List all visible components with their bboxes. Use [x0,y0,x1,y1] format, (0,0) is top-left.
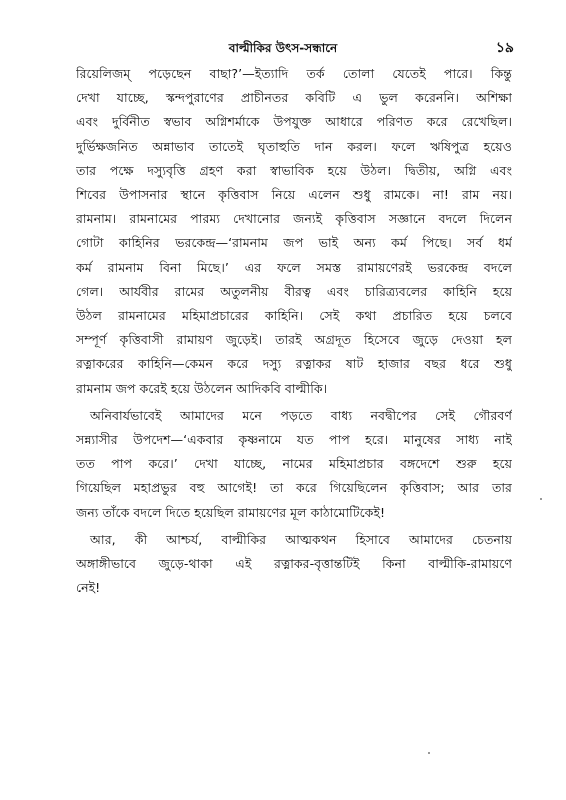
scan-speck [540,498,542,500]
text-line: এবং দুর্বিনীত স্বভাব অগ্নিশর্মাকে উপযুক্ত আধারে পরিণত করে রেখেছিল। [76,114,512,130]
text-line: শিবের উপাসনার স্থানে কৃত্তিবাস নিয়ে এলেন শুধু রামকে। না! রাম নয়। [76,187,512,203]
paragraph-2 [76,404,512,525]
running-title: বাল্মীকির উৎস-সন্ধানে [228,41,338,55]
text-line: রিয়েলিজম্ পড়েছেন বাছা?’—ইত্যাদি তর্ক তোলা যেতেই পারে। কিন্তু [76,66,512,81]
page-number: ১৯ [495,40,514,56]
text-line: নেই! [76,580,101,596]
text-line: গিয়েছিল মহাপ্রভুর বহু আগেই! তা করে গিয়েছিলেন কৃত্তিবাস; আর তার [76,480,512,496]
text-line: রামনাম জপ করেই হয়ে উঠলেন আদিকবি বাল্মীকি। [76,380,328,396]
text-line: গেল। আর্যবীর রামের অতুলনীয় বীরত্ব এবং চারিত্র্যবলের কাহিনি হয়ে [76,283,512,299]
text-line: গোটা কাহিনির ভরকেন্দ্র—‘রামনাম জপ ভাই অন্য কর্ম পিছে। সর্ব ধর্ম [76,235,512,251]
text-line: উঠল রামনামের মহিমাপ্রচারের কাহিনি। সেই কথা প্রচারিত হয়ে চলবে [76,308,512,324]
text-line: দেখা যাচ্ছে, স্কন্দপুরাণের প্রাচীনতর কবিটি এ ভুল করেননি। অশিক্ষা [76,90,512,106]
paragraph-3 [76,528,512,601]
running-head [0,38,566,58]
text-line: সম্পূর্ণ কৃত্তিবাসী রামায়ণ জুড়েই। তারই অগ্রদূত হিসেবে জুড়ে দেওয়া হল [76,332,512,348]
text-line: আর, কী আশ্চর্য, বাল্মীকির আত্মকথন হিসাবে আমাদের চেতনায় [90,531,512,547]
text-line: দুর্ভিক্ষজনিত অন্নাভাব তাতেই ঘৃতাহুতি দান করল। ফলে ঋষিপুত্র হয়েও [76,138,512,154]
text-line: জন্য তাঁকে বদলে দিতে হয়েছিল রামায়ণের মূল কাঠামোটিকেই! [76,504,386,520]
text-line: তার পক্ষে দস্যুবৃত্তি গ্রহণ করা স্বাভাবিক হয়ে উঠল। দ্বিতীয়, অগ্নি এবং [76,162,512,178]
text-line: অনিবার্যভাবেই আমাদের মনে পড়তে বাধ্য নবদ্বীপের সেই গৌরবর্ণ [90,407,512,423]
text-line: রামনাম। রামনামের পারম্য দেখানোর জন্যই কৃত্তিবাস সজ্ঞানে বদলে দিলেন [76,211,512,227]
text-line: কর্ম রামনাম বিনা মিছে।’ এর ফলে সমস্ত রামায়ণেরই ভরকেন্দ্র বদলে [76,259,512,275]
paragraph-1 [76,62,512,401]
body-text [76,62,512,600]
text-line: রত্নাকরের কাহিনি—কেমন করে দস্যু রত্নাকর ষাট হাজার বছর ধরে শুধু [76,356,512,372]
scan-speck [428,752,430,754]
text-line: তত পাপ করে।’ দেখা যাচ্ছে, নামের মহিমাপ্রচার বঙ্গদেশে শুরু হয়ে [76,456,512,472]
text-line: সন্ন্যাসীর উপদেশ—‘একবার কৃষ্ণনামে যত পাপ হরে। মানুষের সাধ্য নাই [76,432,512,448]
text-line: অঙ্গাঙ্গীভাবে জুড়ে-থাকা এই রত্নাকর-বৃত্তান্তটিই কিনা বাল্মীকি-রামায়ণে [76,556,512,572]
